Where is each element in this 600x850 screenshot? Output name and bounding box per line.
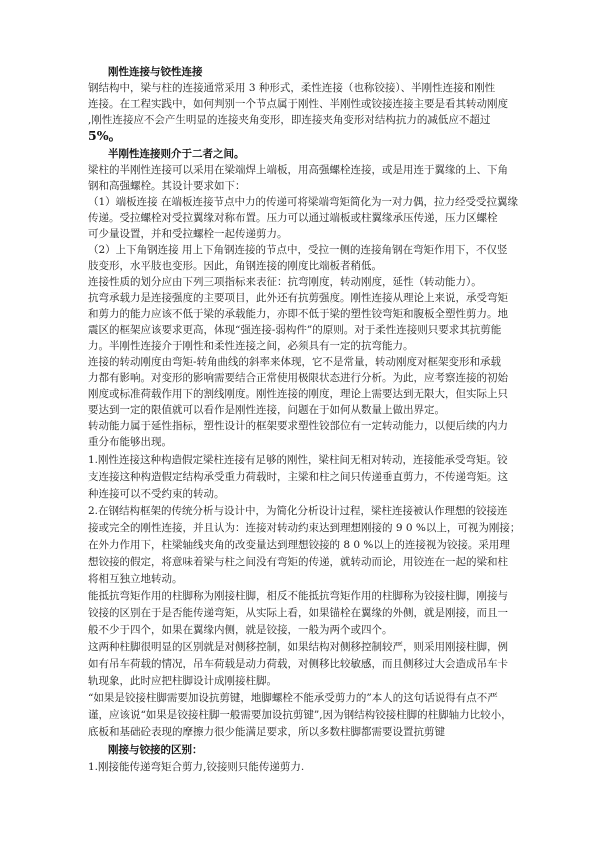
paragraph-line: 铰接的区别在于是否能传递弯矩，从实际上看，如果锚栓在翼缘的外侧，就是刚接，而且一 [88,607,508,619]
paragraph-line: 肢变形，水平肢也变形。因此，角钢连接的刚度比端板者稍低。 [88,260,382,272]
paragraph-line: 重分布能够出现。 [88,436,172,448]
paragraph-line: 2.在钢结构框架的传统分析与设计中，为简化分析设计过程，梁柱连接被认作理想的铰接连 [88,505,508,517]
paragraph-line: 5%。 [88,128,122,143]
paragraph-line: 想铰接的假定，将意味着梁与柱之间没有弯矩的传递，就转动而论，用铰连在一起的梁和柱 [88,556,508,568]
paragraph-line: 力都有影响。对变形的影响需要结合正常使用极限状态进行分析。为此，应考察连接的初始 [88,372,508,384]
paragraph-line: 般不少于四个，如果在翼缘内侧，就是铰接，一般为两个或四个。 [88,624,393,636]
paragraph-line: 底板和基础砼表现的摩擦力很少能满足要求，所以多数柱脚都需要设置抗剪键 [88,726,445,738]
heading-difference: 刚接与铰接的区别： [108,744,203,756]
paragraph-line: 要达到一定的限值就可以看作是刚性连接，问题在于如何从数量上做出界定。 [88,404,445,416]
paragraph-line: 能抵抗弯矩作用的柱脚称为刚接柱脚，相反不能抵抗弯矩作用的柱脚称为铰接柱脚，刚接与 [88,590,508,602]
paragraph-line: 谨，应该说“如果是铰接柱脚一般需要加设抗剪键”,因为钢结构铰接柱脚的柱脚轴力比较小， [88,709,512,721]
paragraph-line: “如果是铰接柱脚需要加设抗剪键，地脚螺栓不能承受剪力的”本人的这句话说得有点不严 [88,692,498,704]
paragraph-line: 钢和高强螺栓。其设计要求如下： [88,180,246,192]
paragraph-line: 接或完全的刚性连接，并且认为：连接对转动约束达到理想刚接的 9 0 %以上，可视为刚接； [88,522,521,534]
paragraph-line: 梁柱的半刚性连接可以采用在梁端焊上端板，用高强螺栓连接，或是用连于翼缘的上、下角 [88,164,508,176]
paragraph-line: 种连接可以不受约束的转动。 [88,488,225,500]
paragraph-line: 连接的转动刚度由弯矩-转角曲线的斜率来体现，它不是常量，转动刚度对框架变形和承载 [88,356,502,368]
paragraph-line: 连接性质的划分应由下列三项指标来表征：抗弯刚度，转动刚度，延性（转动能力）。 [88,276,482,288]
paragraph-line: 钢结构中，梁与柱的连接通常采用 3 种形式，柔性连接（也称铰接）、半刚性连接和刚性 [88,82,496,94]
paragraph-line: 力。半刚性连接介于刚性和柔性连接之间，必须具有一定的抗弯能力。 [88,340,414,352]
paragraph-line: 轨现象，此时应把柱脚设计成刚接柱脚。 [88,675,277,687]
paragraph-line: （1）端板连接 在端板连接节点中力的传递可将梁端弯矩简化为一对力偶，拉力经受受拉翼缘 [88,196,519,208]
paragraph-line: 和剪力的能力应该不低于梁的承载能力，亦即不低于梁的塑性铰弯矩和腹板全塑性剪力。地 [88,308,508,320]
paragraph-line: 1.刚接能传递弯矩合剪力,铰接则只能传递剪力. [88,761,305,773]
paragraph-line: 将相互独立地转动。 [88,573,183,585]
paragraph-line: 抗弯承载力是连接强度的主要项目，此外还有抗剪强度。刚性连接从理论上来说，承受弯矩 [88,292,508,304]
paragraph-line: 支连接这种构造假定结构承受重力荷载时，主梁和柱之间只传递垂直剪力，不传递弯矩。这 [88,471,508,483]
paragraph-line: 可少量设置，并和受拉螺栓一起传递剪力。 [88,228,288,240]
paragraph-line: 1.刚性连接这种构造假定梁柱连接有足够的刚性，梁柱间无相对转动，连接能承受弯矩。铰 [88,454,508,466]
paragraph-line: 传递。受拉螺栓对受拉翼缘对称布置。压力可以通过端板或柱翼缘承压传递，压力区螺栓 [88,212,498,224]
paragraph-line: 连接。在工程实践中，如何判别一个节点属于刚性、半刚性或铰接连接主要是看其转动刚度 [88,98,508,110]
paragraph-line: 如有吊车荷载的情况，吊车荷载是动力荷载，对侧移比较敏感，而且侧移过大会造成吊车卡 [88,658,508,670]
paragraph-line: 转动能力属于延性指标，塑性设计的框架要求塑性铰部位有一定转动能力，以便后续的内力 [88,420,508,432]
paragraph-line: 这两种柱脚很明显的区别就是对侧移控制，如果结构对侧移控制较严，则采用刚接柱脚，例 [88,641,508,653]
paragraph-line: 在外力作用下，柱梁轴线夹角的改变量达到理想铰接的 8 0 %以上的连接视为铰接。采用理 [88,539,510,551]
heading-semi-rigid: 半刚性连接则介于二者之间。 [108,148,245,160]
paragraph-line: 刚度或标准荷载作用下的割线刚度。刚性连接的刚度，理论上需要达到无限大，但实际上只 [88,388,508,400]
paragraph-line: 震区的框架应该要求更高，体现“强连接-弱构件”的原则。对于柔性连接则只要求其抗剪能 [88,324,502,336]
paragraph-line: ,刚性连接应不会产生明显的连接夹角变形，即连接夹角变形对结构抗力的减低应不超过 [88,114,491,126]
paragraph-line: （2）上下角钢连接 用上下角钢连接的节点中，受拉一侧的连接角钢在弯矩作用下，不仅竖 [88,244,508,256]
heading-rigid-vs-hinged: 刚性连接与铰性连接 [108,66,203,78]
